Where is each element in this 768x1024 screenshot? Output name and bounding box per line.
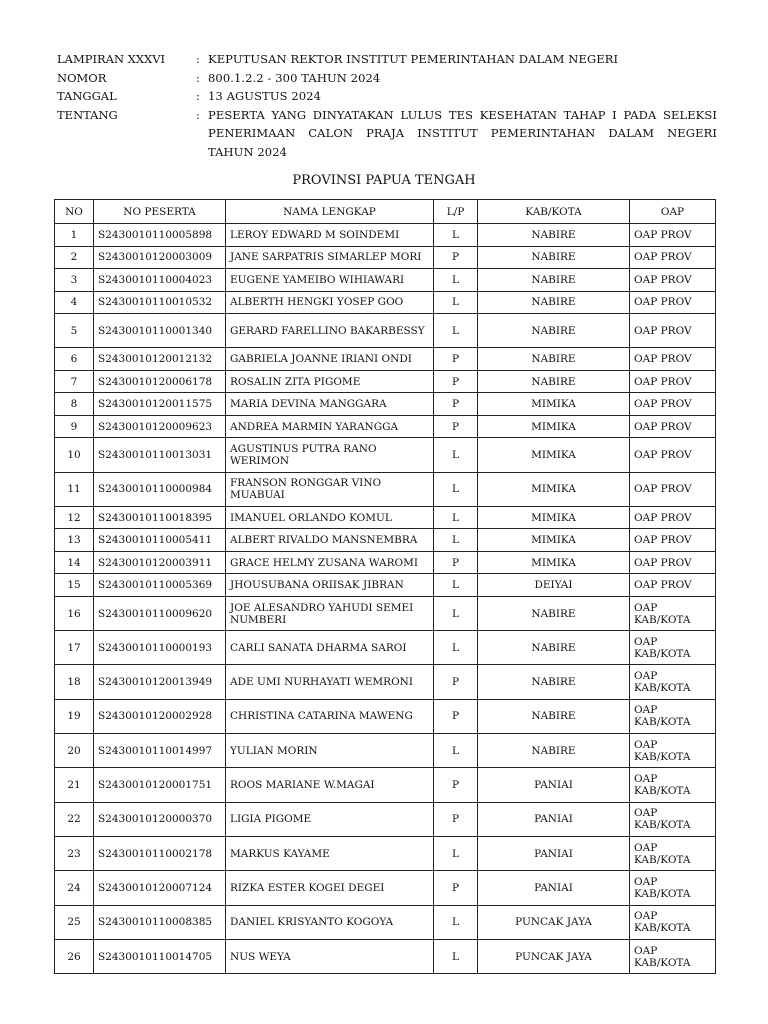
column-header-full-name: NAMA LENGKAP (226, 200, 434, 224)
cell-gender: P (434, 348, 478, 371)
table-row (55, 269, 716, 292)
cell-full-name: JOE ALESANDRO YAHUDI SEMEI NUMBERI (226, 596, 434, 630)
table-row (55, 551, 716, 574)
cell-full-name: LEROY EDWARD M SOINDEMI (226, 224, 434, 247)
cell-regency: MIMIKA (478, 506, 630, 529)
cell-participant-number: S2430010110009620 (94, 596, 226, 630)
cell-oap-category: OAP KAB/KOTA (630, 631, 716, 665)
cell-oap-category: OAP PROV (630, 472, 716, 506)
cell-full-name: JHOUSUBANA ORIISAK JIBRAN (226, 574, 434, 597)
cell-row-number: 24 (55, 871, 94, 905)
cell-full-name: ROOS MARIANE W.MAGAI (226, 768, 434, 802)
cell-oap-category: OAP PROV (630, 246, 716, 269)
cell-row-number: 14 (55, 551, 94, 574)
cell-participant-number: S2430010110005411 (94, 529, 226, 552)
cell-oap-category: OAP KAB/KOTA (630, 871, 716, 905)
cell-oap-category: OAP PROV (630, 551, 716, 574)
lampiran-value: KEPUTUSAN REKTOR INSTITUT PEMERINTAHAN DALAM NEGERI (208, 52, 619, 66)
table-row (55, 631, 716, 665)
cell-participant-number: S2430010120003911 (94, 551, 226, 574)
cell-oap-category: OAP PROV (630, 506, 716, 529)
cell-participant-number: S2430010120006178 (94, 370, 226, 393)
table-row (55, 596, 716, 630)
table-row (55, 348, 716, 371)
cell-row-number: 23 (55, 836, 94, 870)
tanggal-value: 13 AGUSTUS 2024 (208, 89, 322, 103)
cell-oap-category: OAP PROV (630, 438, 716, 472)
cell-row-number: 2 (55, 246, 94, 269)
cell-full-name: ANDREA MARMIN YARANGGA (226, 415, 434, 438)
table-row (55, 836, 716, 870)
cell-gender: P (434, 768, 478, 802)
nomor-label: NOMOR (57, 70, 107, 85)
cell-participant-number: S2430010110001340 (94, 314, 226, 348)
cell-participant-number: S2430010110018395 (94, 506, 226, 529)
table-row (55, 665, 716, 699)
cell-gender: L (434, 734, 478, 768)
cell-gender: L (434, 224, 478, 247)
cell-participant-number: S2430010110002178 (94, 836, 226, 870)
cell-row-number: 10 (55, 438, 94, 472)
cell-gender: L (434, 836, 478, 870)
cell-oap-category: OAP KAB/KOTA (630, 939, 716, 973)
cell-row-number: 16 (55, 596, 94, 630)
cell-row-number: 26 (55, 939, 94, 973)
cell-oap-category: OAP KAB/KOTA (630, 596, 716, 630)
cell-gender: L (434, 574, 478, 597)
cell-gender: L (434, 939, 478, 973)
cell-regency: NABIRE (478, 734, 630, 768)
cell-regency: NABIRE (478, 291, 630, 314)
cell-regency: NABIRE (478, 269, 630, 292)
cell-participant-number: S2430010120003009 (94, 246, 226, 269)
cell-full-name: DANIEL KRISYANTO KOGOYA (226, 905, 434, 939)
cell-regency: MIMIKA (478, 415, 630, 438)
table-row (55, 472, 716, 506)
cell-full-name: GABRIELA JOANNE IRIANI ONDI (226, 348, 434, 371)
cell-regency: MIMIKA (478, 551, 630, 574)
cell-gender: P (434, 246, 478, 269)
header-row-tanggal (57, 87, 717, 106)
cell-gender: P (434, 802, 478, 836)
table-row (55, 246, 716, 269)
cell-full-name: ALBERTH HENGKI YOSEP GOO (226, 291, 434, 314)
cell-participant-number: S2430010120002928 (94, 699, 226, 733)
cell-oap-category: OAP PROV (630, 529, 716, 552)
cell-participant-number: S2430010120012132 (94, 348, 226, 371)
cell-row-number: 12 (55, 506, 94, 529)
tentang-line: TAHUN 2024 (208, 144, 288, 159)
table-row (55, 905, 716, 939)
cell-full-name: EUGENE YAMEIBO WIHIAWARI (226, 269, 434, 292)
cell-oap-category: OAP KAB/KOTA (630, 665, 716, 699)
cell-regency: NABIRE (478, 370, 630, 393)
column-header-participant-number: NO PESERTA (94, 200, 226, 224)
table-row (55, 529, 716, 552)
cell-oap-category: OAP KAB/KOTA (630, 734, 716, 768)
cell-oap-category: OAP KAB/KOTA (630, 768, 716, 802)
cell-oap-category: OAP PROV (630, 291, 716, 314)
cell-participant-number: S2430010120001751 (94, 768, 226, 802)
cell-regency: NABIRE (478, 699, 630, 733)
cell-participant-number: S2430010110013031 (94, 438, 226, 472)
cell-oap-category: OAP PROV (630, 370, 716, 393)
cell-regency: MIMIKA (478, 529, 630, 552)
table-row (55, 574, 716, 597)
table-row (55, 506, 716, 529)
cell-full-name: YULIAN MORIN (226, 734, 434, 768)
cell-full-name: GERARD FARELLINO BAKARBESSY (226, 314, 434, 348)
cell-row-number: 8 (55, 393, 94, 416)
cell-row-number: 17 (55, 631, 94, 665)
cell-gender: P (434, 665, 478, 699)
cell-row-number: 18 (55, 665, 94, 699)
cell-oap-category: OAP PROV (630, 415, 716, 438)
cell-full-name: IMANUEL ORLANDO KOMUL (226, 506, 434, 529)
cell-regency: MIMIKA (478, 438, 630, 472)
cell-regency: PUNCAK JAYA (478, 905, 630, 939)
cell-gender: L (434, 631, 478, 665)
cell-row-number: 4 (55, 291, 94, 314)
cell-oap-category: OAP KAB/KOTA (630, 699, 716, 733)
cell-oap-category: OAP PROV (630, 314, 716, 348)
cell-regency: NABIRE (478, 631, 630, 665)
cell-row-number: 3 (55, 269, 94, 292)
cell-full-name: ROSALIN ZITA PIGOME (226, 370, 434, 393)
cell-full-name: RIZKA ESTER KOGEI DEGEI (226, 871, 434, 905)
cell-full-name: ALBERT RIVALDO MANSNEMBRA (226, 529, 434, 552)
cell-oap-category: OAP PROV (630, 348, 716, 371)
document-header (57, 50, 717, 161)
header-row-tentang (57, 106, 717, 162)
cell-participant-number: S2430010110005369 (94, 574, 226, 597)
cell-participant-number: S2430010110008385 (94, 905, 226, 939)
cell-full-name: MARKUS KAYAME (226, 836, 434, 870)
cell-full-name: ADE UMI NURHAYATI WEMRONI (226, 665, 434, 699)
cell-gender: L (434, 905, 478, 939)
separator: : (196, 52, 200, 66)
cell-participant-number: S2430010110014997 (94, 734, 226, 768)
cell-gender: L (434, 438, 478, 472)
cell-participant-number: S2430010120013949 (94, 665, 226, 699)
cell-participant-number: S2430010120007124 (94, 871, 226, 905)
cell-oap-category: OAP PROV (630, 269, 716, 292)
table-row (55, 224, 716, 247)
cell-regency: DEIYAI (478, 574, 630, 597)
separator: : (196, 70, 200, 85)
cell-gender: L (434, 529, 478, 552)
cell-full-name: JANE SARPATRIS SIMARLEP MORI (226, 246, 434, 269)
header-row-nomor (57, 69, 717, 88)
cell-full-name: FRANSON RONGGAR VINO MUABUAI (226, 472, 434, 506)
tentang-line: PESERTA YANG DINYATAKAN LULUS TES KESEHATAN TAHAP I PADA SELEKSI (208, 107, 717, 122)
cell-regency: MIMIKA (478, 393, 630, 416)
cell-row-number: 11 (55, 472, 94, 506)
table-row (55, 802, 716, 836)
cell-participant-number: S2430010110000984 (94, 472, 226, 506)
separator: : (196, 107, 200, 122)
table-row (55, 699, 716, 733)
cell-gender: P (434, 871, 478, 905)
cell-gender: P (434, 370, 478, 393)
table-row (55, 768, 716, 802)
cell-regency: NABIRE (478, 314, 630, 348)
cell-participant-number: S2430010110010532 (94, 291, 226, 314)
tentang-line: PENERIMAAN CALON PRAJA INSTITUT PEMERINTAHAN DALAM NEGERI (208, 126, 717, 140)
cell-participant-number: S2430010110014705 (94, 939, 226, 973)
column-header-regency: KAB/KOTA (478, 200, 630, 224)
cell-row-number: 6 (55, 348, 94, 371)
nomor-value: 800.1.2.2 - 300 TAHUN 2024 (208, 70, 381, 85)
table-row (55, 939, 716, 973)
province-title: PROVINSI PAPUA TENGAH (292, 173, 476, 188)
table-body (55, 224, 716, 974)
cell-regency: NABIRE (478, 224, 630, 247)
column-header-no: NO (55, 200, 94, 224)
separator: : (196, 89, 200, 103)
cell-regency: NABIRE (478, 348, 630, 371)
table-row (55, 415, 716, 438)
cell-participant-number: S2430010110004023 (94, 269, 226, 292)
cell-row-number: 9 (55, 415, 94, 438)
cell-participant-number: S2430010120011575 (94, 393, 226, 416)
participants-table (54, 199, 716, 974)
cell-oap-category: OAP KAB/KOTA (630, 836, 716, 870)
cell-oap-category: OAP PROV (630, 393, 716, 416)
cell-regency: PUNCAK JAYA (478, 939, 630, 973)
cell-gender: L (434, 506, 478, 529)
cell-gender: P (434, 415, 478, 438)
cell-regency: NABIRE (478, 665, 630, 699)
tanggal-label: TANGGAL (57, 89, 117, 103)
cell-gender: L (434, 269, 478, 292)
cell-oap-category: OAP PROV (630, 574, 716, 597)
cell-row-number: 19 (55, 699, 94, 733)
cell-row-number: 1 (55, 224, 94, 247)
table-header-row (55, 200, 716, 224)
cell-oap-category: OAP KAB/KOTA (630, 905, 716, 939)
cell-regency: NABIRE (478, 246, 630, 269)
table-row (55, 291, 716, 314)
cell-full-name: LIGIA PIGOME (226, 802, 434, 836)
cell-oap-category: OAP KAB/KOTA (630, 802, 716, 836)
cell-gender: L (434, 472, 478, 506)
cell-full-name: NUS WEYA (226, 939, 434, 973)
cell-regency: PANIAI (478, 768, 630, 802)
cell-regency: PANIAI (478, 836, 630, 870)
tentang-label: TENTANG (57, 107, 118, 122)
cell-row-number: 15 (55, 574, 94, 597)
cell-row-number: 21 (55, 768, 94, 802)
lampiran-label: LAMPIRAN XXXVI (57, 52, 166, 66)
tentang-value (208, 106, 717, 162)
cell-regency: PANIAI (478, 802, 630, 836)
cell-row-number: 22 (55, 802, 94, 836)
cell-row-number: 25 (55, 905, 94, 939)
cell-full-name: CARLI SANATA DHARMA SAROI (226, 631, 434, 665)
table-row (55, 438, 716, 472)
table-row (55, 393, 716, 416)
cell-regency: PANIAI (478, 871, 630, 905)
cell-row-number: 5 (55, 314, 94, 348)
cell-row-number: 13 (55, 529, 94, 552)
column-header-oap: OAP (630, 200, 716, 224)
cell-gender: P (434, 551, 478, 574)
table-row (55, 314, 716, 348)
cell-regency: NABIRE (478, 596, 630, 630)
cell-gender: L (434, 291, 478, 314)
cell-full-name: MARIA DEVINA MANGGARA (226, 393, 434, 416)
cell-full-name: CHRISTINA CATARINA MAWENG (226, 699, 434, 733)
cell-oap-category: OAP PROV (630, 224, 716, 247)
cell-gender: L (434, 314, 478, 348)
header-row-lampiran (57, 50, 717, 69)
cell-gender: L (434, 596, 478, 630)
table-row (55, 370, 716, 393)
cell-participant-number: S2430010120000370 (94, 802, 226, 836)
cell-gender: P (434, 393, 478, 416)
cell-row-number: 7 (55, 370, 94, 393)
cell-participant-number: S2430010110000193 (94, 631, 226, 665)
column-header-gender: L/P (434, 200, 478, 224)
cell-regency: MIMIKA (478, 472, 630, 506)
cell-full-name: AGUSTINUS PUTRA RANO WERIMON (226, 438, 434, 472)
cell-participant-number: S2430010110005898 (94, 224, 226, 247)
cell-full-name: GRACE HELMY ZUSANA WAROMI (226, 551, 434, 574)
table-row (55, 734, 716, 768)
cell-participant-number: S2430010120009623 (94, 415, 226, 438)
cell-gender: P (434, 699, 478, 733)
table-row (55, 871, 716, 905)
cell-row-number: 20 (55, 734, 94, 768)
